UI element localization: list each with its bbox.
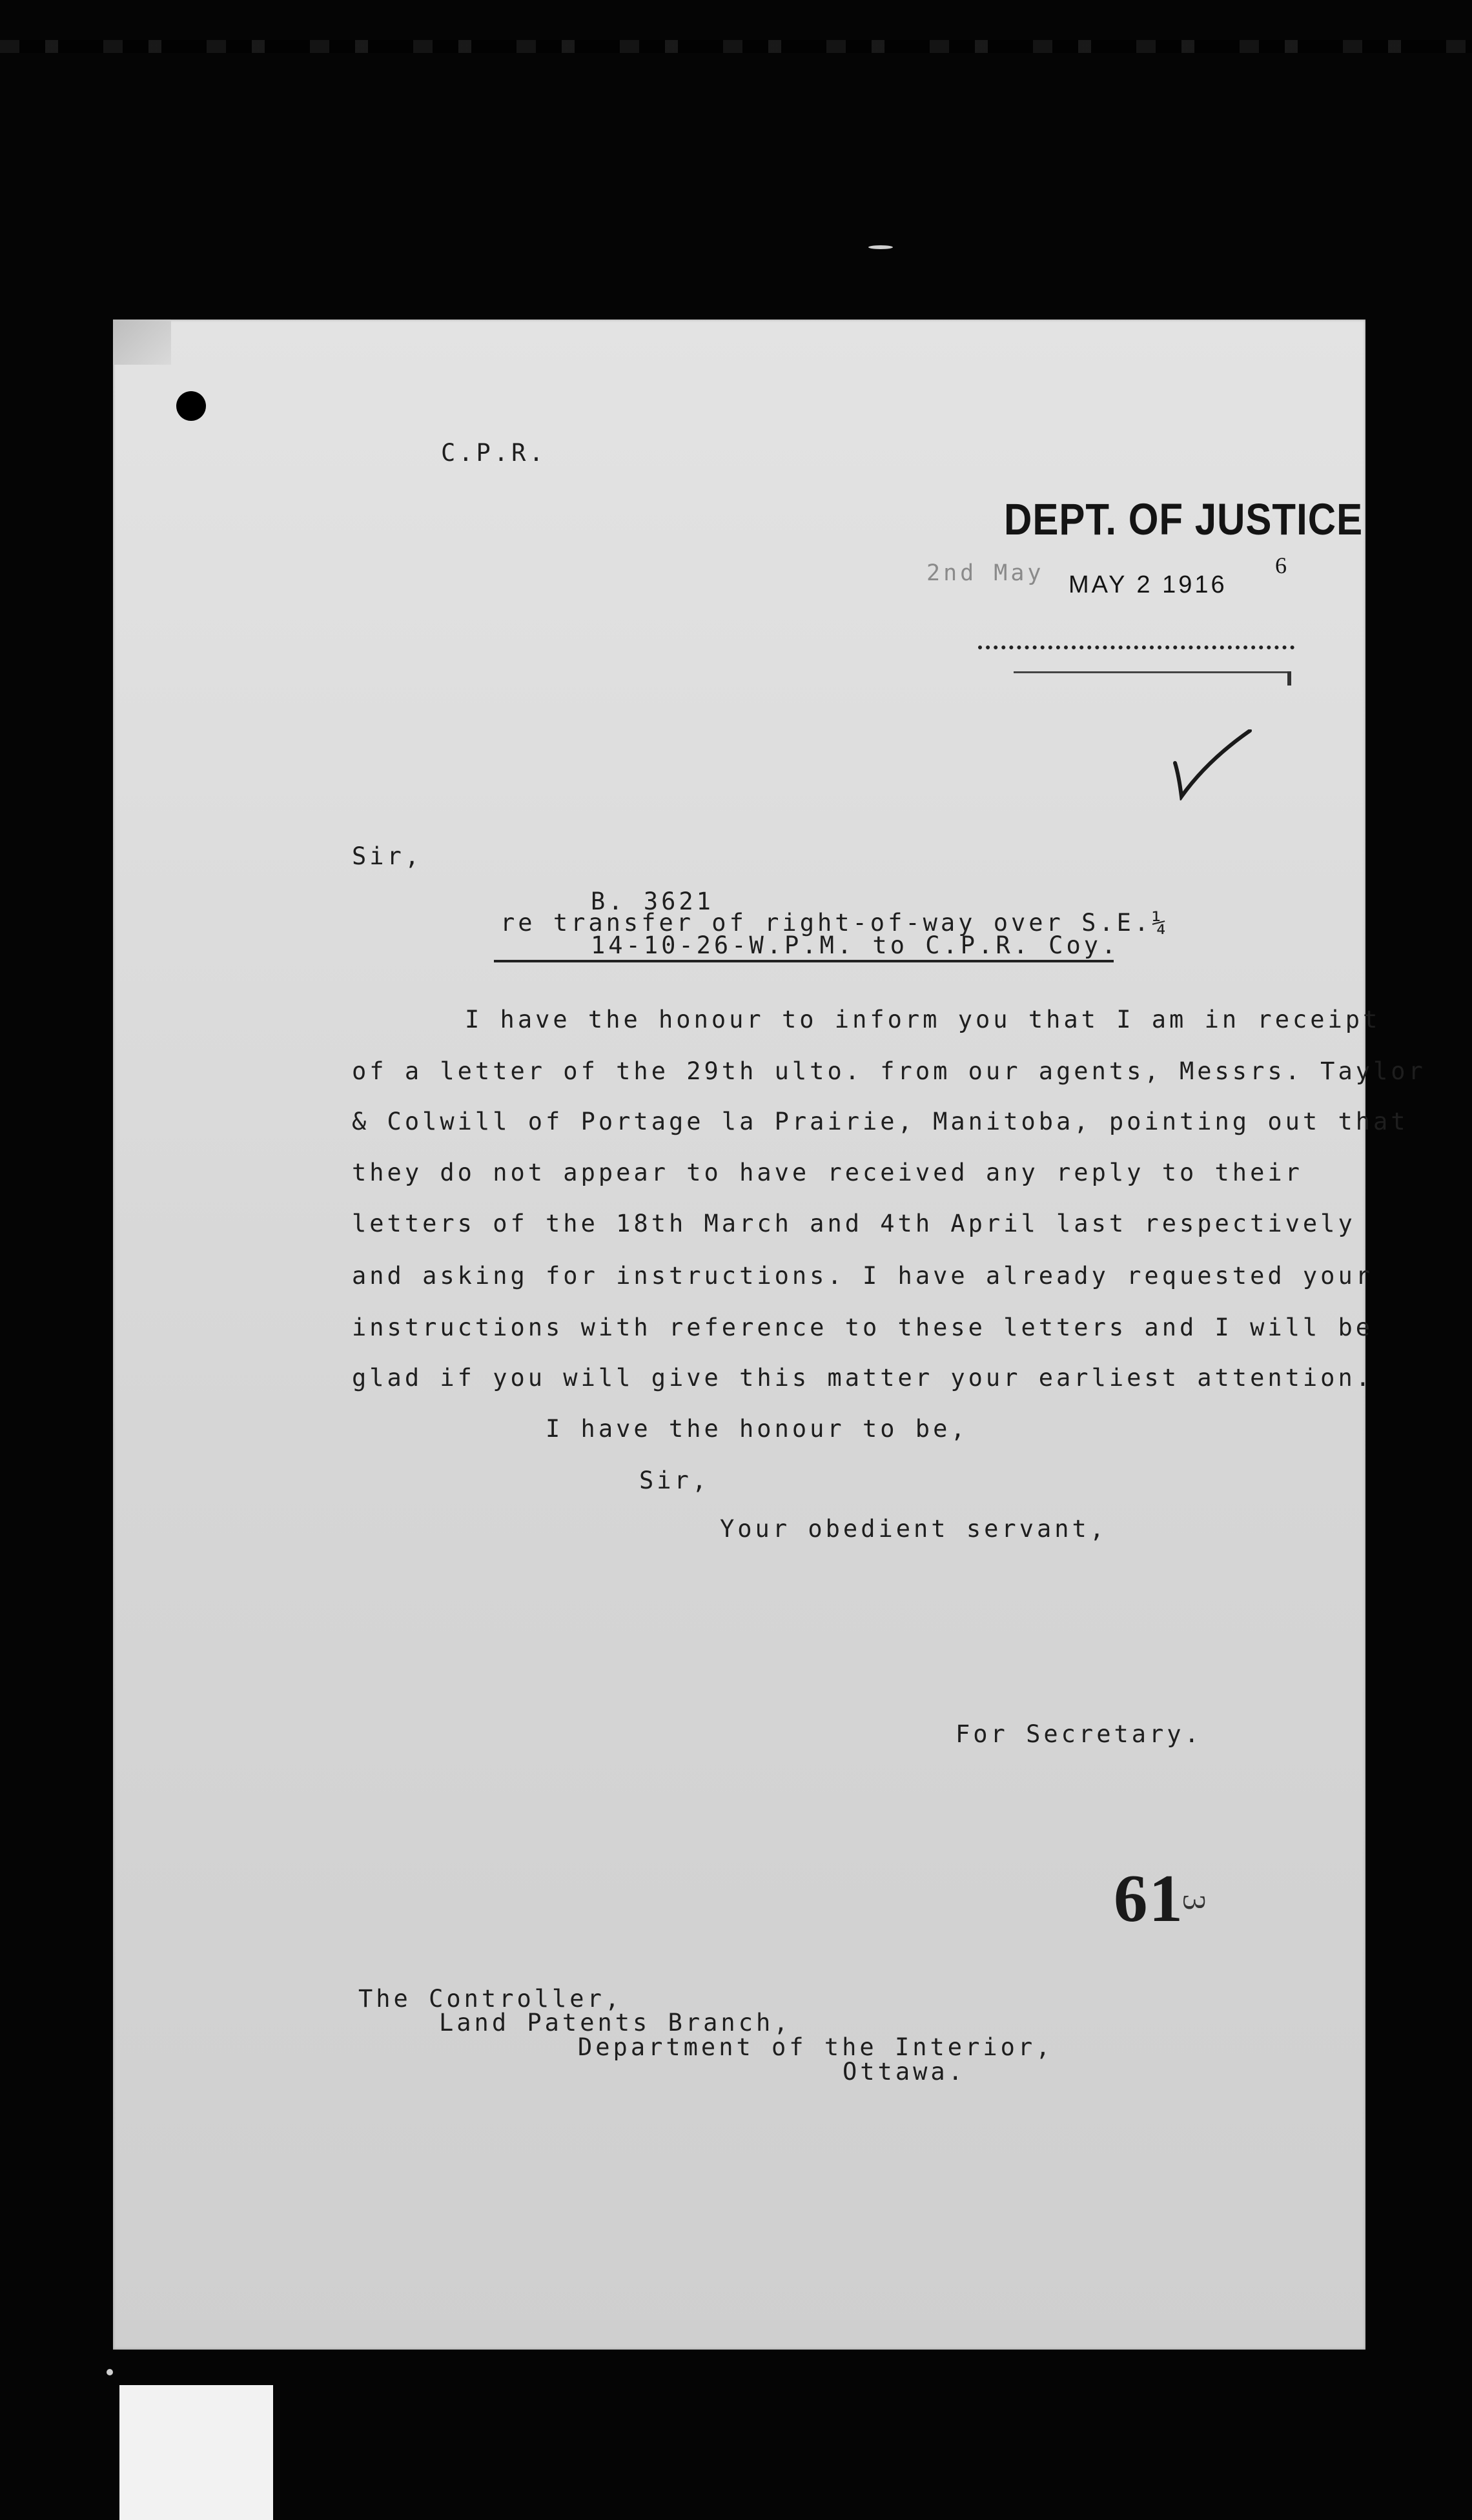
body-line-2: of a letter of the 29th ulto. from our agents, Messrs. Taylor	[352, 1057, 1426, 1085]
body-line-4: they do not appear to have received any reply to their	[352, 1159, 1303, 1186]
addressee-line-3: Department of the Interior,	[578, 2033, 1054, 2061]
stamp-number: 6	[1275, 553, 1287, 578]
addressee-line-1: The Controller,	[358, 1985, 623, 2013]
film-label-patch	[119, 2385, 273, 2520]
body-line-7: instructions with reference to these letters and I will be	[352, 1314, 1374, 1341]
folio-suffix: 3	[1176, 1894, 1213, 1911]
addressee-line-4: Ottawa.	[843, 2058, 966, 2086]
reference-line-2: 14-10-26-W.P.M. to C.P.R. Coy.	[591, 931, 1119, 959]
reference-line-1: re transfer of right-of-way over S.E.¼	[500, 909, 1170, 937]
dust-speck	[868, 245, 893, 249]
body-line-3: & Colwill of Portage la Prairie, Manitoba, pointing out that	[352, 1108, 1409, 1135]
body-line-1: I have the honour to inform you that I am in receipt	[465, 1006, 1381, 1033]
closing-line-1: I have the honour to be,	[546, 1415, 968, 1443]
stamp-rule	[1014, 671, 1291, 673]
punch-hole	[176, 391, 206, 421]
dust-speck	[107, 2369, 113, 2375]
check-mark-icon	[1169, 729, 1252, 800]
closing-line-3: Your obedient servant,	[720, 1515, 1108, 1543]
body-line-6: and asking for instructions. I have already requested your	[352, 1262, 1374, 1290]
salutation: Sir,	[352, 842, 423, 870]
dept-stamp: DEPT. OF JUSTICE	[1004, 494, 1364, 545]
closing-line-2: Sir,	[639, 1467, 710, 1494]
folio-number: 61	[1114, 1860, 1184, 1936]
stamp-date: MAY 2 1916	[1068, 571, 1227, 598]
typed-date: 2nd May	[926, 560, 1045, 586]
body-line-8: glad if you will give this matter your earliest attention.	[352, 1364, 1374, 1392]
file-code: C.P.R.	[441, 439, 547, 467]
film-edge	[0, 40, 1472, 53]
addressee-line-2: Land Patents Branch,	[439, 2009, 792, 2037]
signature-line: For Secretary.	[956, 1720, 1202, 1748]
folded-corner	[113, 320, 171, 365]
body-line-5: letters of the 18th March and 4th April last respectively	[352, 1210, 1356, 1237]
reference-underline	[494, 960, 1114, 962]
stamp-dotted-line	[978, 645, 1294, 649]
reference-number: B. 3621	[591, 888, 714, 915]
stamp-rule-end	[1287, 671, 1291, 686]
